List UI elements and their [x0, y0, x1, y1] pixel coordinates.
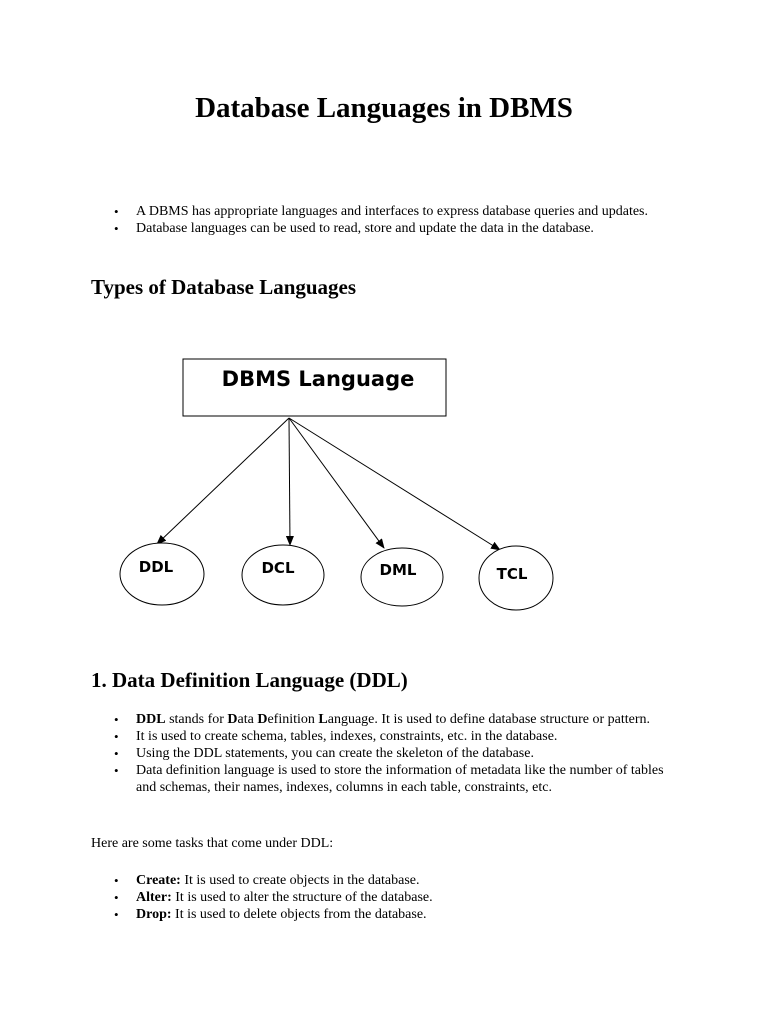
arrow-to-dcl — [289, 418, 290, 545]
task-term: Alter: — [136, 890, 172, 905]
tcl-node-label: TCL — [496, 565, 528, 583]
root-node-label: DBMS Language — [221, 367, 415, 391]
list-item: • Database languages can be used to read, store and update the data in the database. — [136, 220, 656, 237]
tasks-intro: Here are some tasks that come under DDL: — [91, 836, 334, 851]
list-item: • Using the DDL statements, you can create the skeleton of the database. — [136, 745, 676, 762]
tasks-list — [136, 872, 676, 923]
task-term: Drop: — [136, 907, 172, 922]
text-span: anguage. It is used to define database structure or pattern. — [327, 712, 651, 727]
bold-letter: L — [318, 712, 328, 727]
ddl-heading: 1. Data Definition Language (DDL) — [91, 668, 408, 692]
arrow-to-dml — [289, 418, 384, 548]
task-text: It is used to alter the structure of the database. — [171, 890, 433, 905]
list-item — [136, 711, 676, 728]
term-ddl: DDL — [136, 712, 166, 727]
bold-letter: D — [257, 712, 268, 727]
text-span: ata — [237, 712, 258, 727]
page-title: Database Languages in DBMS — [195, 92, 573, 124]
arrow-to-ddl — [157, 418, 289, 544]
task-text: It is used to delete objects from the database. — [171, 907, 427, 922]
list-item — [136, 906, 676, 923]
task-text: It is used to create objects in the database. — [180, 873, 420, 888]
types-heading: Types of Database Languages — [91, 275, 357, 299]
dml-node-label: DML — [379, 561, 417, 579]
task-term: Create: — [136, 873, 181, 888]
list-item — [136, 889, 676, 906]
list-item: • Data definition language is used to store the information of metadata like the number of tables and schemas, their names, indexes, columns in each table, constraints, etc. — [136, 762, 676, 796]
list-item — [136, 872, 676, 889]
ddl-bullet-list — [136, 711, 676, 796]
intro-bullet-list — [136, 203, 656, 237]
text-span: efinition — [267, 712, 319, 727]
list-item: • A DBMS has appropriate languages and interfaces to express database queries and updates. — [136, 203, 656, 220]
bold-letter: D — [227, 712, 238, 727]
text-span: stands for — [165, 712, 228, 727]
ddl-node-label: DDL — [138, 558, 174, 576]
dbms-language-diagram — [0, 340, 768, 620]
list-item: • It is used to create schema, tables, indexes, constraints, etc. in the database. — [136, 728, 676, 745]
dcl-node-label: DCL — [261, 559, 295, 577]
arrow-to-tcl — [289, 418, 500, 550]
